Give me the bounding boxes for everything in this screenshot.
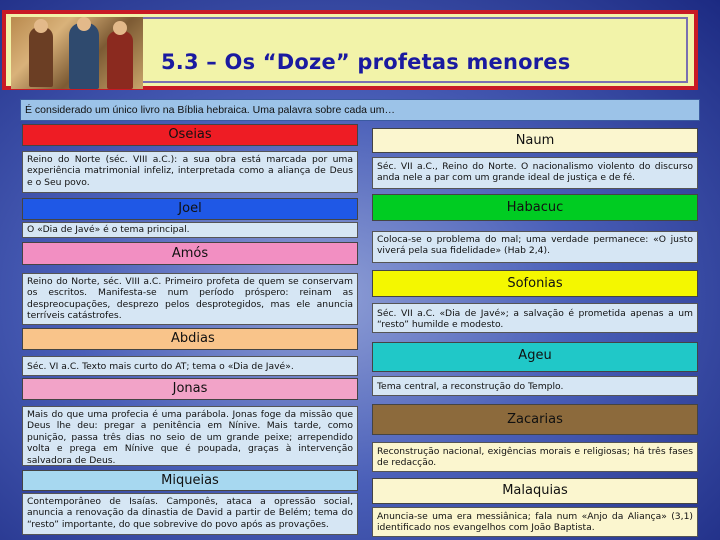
prophets-illustration — [11, 17, 143, 89]
prophet-desc-oseias: Reino do Norte (séc. VIII a.C.): a sua obra está marcada por uma experiência matrimonial infeliz, interpretada como a aliança de Deus e o Seu povo. — [22, 151, 358, 193]
prophet-name: Jonas — [172, 381, 208, 396]
prophet-header-amos — [22, 242, 358, 265]
prophet-desc-habacuc: Coloca-se o problema do mal; uma verdade permanece: «O justo viverá pela sua fidelidade» (Hab 2,4). — [372, 231, 698, 263]
prophet-desc-amos: Reino do Norte, séc. VIII a.C. Primeiro profeta de quem se conservam os escritos. Manifesta-se num período próspero: reinam as despreocupações, desprezo pelos desprotegidos, mas ele anuncia terríveis catástrofes. — [22, 273, 358, 325]
prophet-header-zacarias — [372, 404, 698, 435]
prophet-name: Miqueias — [161, 473, 219, 488]
prophet-name: Amós — [171, 246, 209, 261]
prophet-header-naum — [372, 128, 698, 153]
prophet-name: Sofonias — [507, 276, 563, 291]
prophet-header-jonas — [22, 378, 358, 400]
prophet-header-habacuc — [372, 194, 698, 221]
prophet-name: Habacuc — [506, 200, 564, 215]
intro-text: É considerado um único livro na Bíblia hebraica. Uma palavra sobre cada um… — [20, 99, 700, 121]
title-banner — [2, 10, 698, 90]
prophet-desc-naum: Séc. VII a.C., Reino do Norte. O nacionalismo violento do discurso anda nele a par com um grande ideal de justiça e de fé. — [372, 157, 698, 189]
prophet-header-miqueias — [22, 470, 358, 491]
prophet-header-sofonias — [372, 270, 698, 297]
prophet-name: Ageu — [518, 348, 552, 363]
prophet-header-joel — [22, 198, 358, 220]
prophet-desc-malaquias: Anuncia-se uma era messiânica; fala num «Anjo da Aliança» (3,1) identificado nos evangelhos com João Baptista. — [372, 507, 698, 537]
prophet-header-ageu — [372, 342, 698, 372]
prophet-desc-miqueias: Contemporâneo de Isaías. Camponês, ataca a opressão social, anuncia a renovação da dinastia de David a partir de Belém; tema do “resto” importante, do que sobrevive do povo após as provações. — [22, 493, 358, 535]
prophet-desc-joel: O «Dia de Javé» é o tema principal. — [22, 222, 358, 238]
prophet-header-abdias — [22, 328, 358, 350]
prophet-name: Zacarias — [507, 412, 563, 427]
prophet-name: Joel — [178, 201, 202, 216]
prophet-figure-3 — [107, 31, 133, 89]
prophet-header-oseias — [22, 124, 358, 146]
prophet-name: Naum — [515, 133, 555, 148]
prophet-figure-2 — [69, 23, 99, 89]
prophet-head-2 — [77, 17, 91, 31]
prophet-desc-abdias: Séc. VI a.C. Texto mais curto do AT; tema o «Dia de Javé». — [22, 356, 358, 376]
prophet-head-3 — [113, 21, 127, 35]
prophet-name: Oseias — [168, 127, 212, 142]
prophet-name: Malaquias — [502, 483, 568, 498]
prophet-figure-1 — [29, 27, 53, 87]
prophet-desc-ageu: Tema central, a reconstrução do Templo. — [372, 376, 698, 396]
prophet-desc-zacarias: Reconstrução nacional, exigências morais e religiosas; há três fases de redacção. — [372, 442, 698, 472]
prophet-desc-jonas: Mais do que uma profecia é uma parábola. Jonas foge da missão que Deus lhe deu: pregar a penitência em Nínive. Mais tarde, como punição, passa três dias no seio de um grande peixe; arrependido volta e prega em Nínive que é poupada, graças à intervenção salvadora de Deus. — [22, 406, 358, 466]
prophet-name: Abdias — [171, 331, 215, 346]
prophet-desc-sofonias: Séc. VII a.C. «Dia de Javé»; a salvação é prometida apenas a um “resto” humilde e modesto. — [372, 303, 698, 333]
prophet-head-1 — [34, 19, 48, 33]
page-title: 5.3 – Os “Doze” profetas menores — [161, 50, 571, 74]
prophet-header-malaquias — [372, 478, 698, 504]
